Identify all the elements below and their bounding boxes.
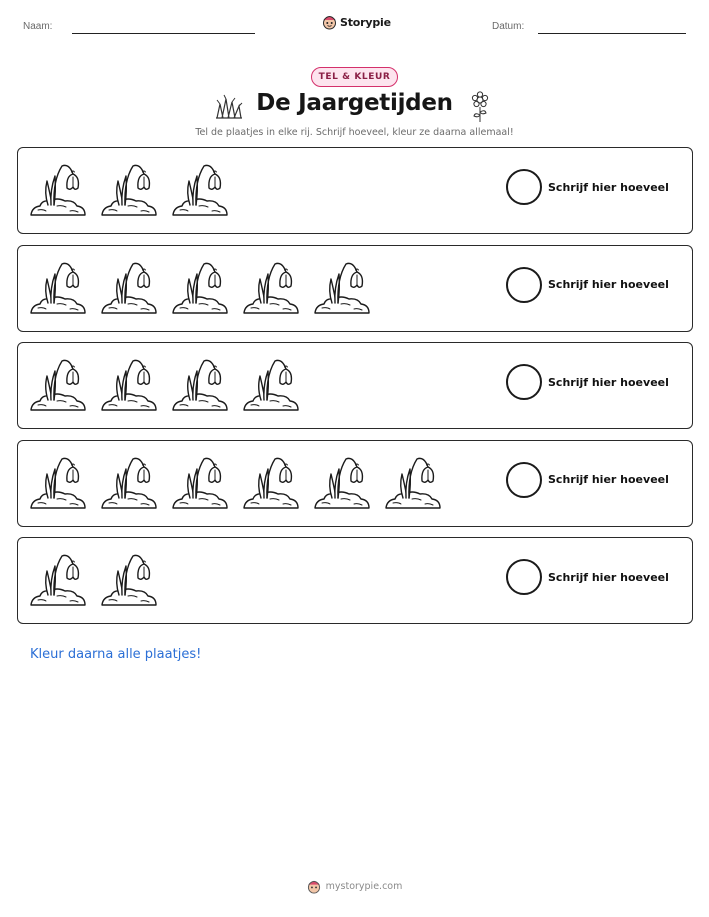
snowdrop-icon[interactable] — [100, 353, 171, 419]
snowdrop-icon[interactable] — [29, 353, 100, 419]
item-group — [29, 548, 171, 614]
counting-row — [17, 537, 693, 624]
answer-area — [506, 559, 669, 595]
counting-rows — [17, 147, 693, 635]
date-label: Datum: — [492, 21, 525, 32]
counting-row — [17, 440, 693, 527]
instructions: Tel de plaatjes in elke rij. Schrijf hoeveel, kleur ze daarna allemaal! — [195, 127, 514, 138]
date-line[interactable] — [538, 33, 686, 34]
snowdrop-icon[interactable] — [100, 256, 171, 322]
snowdrop-icon[interactable] — [100, 548, 171, 614]
item-group — [29, 256, 384, 322]
answer-circle[interactable] — [506, 559, 542, 595]
coloring-note: Kleur daarna alle plaatjes! — [30, 647, 202, 662]
snowdrop-icon[interactable] — [242, 256, 313, 322]
page-title: De Jaargetijden — [256, 90, 453, 116]
snowdrop-icon[interactable] — [171, 353, 242, 419]
storypie-mascot-icon — [322, 14, 337, 30]
answer-label: Schrijf hier hoeveel — [548, 570, 669, 584]
snowdrop-icon[interactable] — [29, 256, 100, 322]
snowdrop-icon[interactable] — [171, 451, 242, 517]
snowdrop-icon[interactable] — [313, 256, 384, 322]
snowdrop-icon[interactable] — [29, 548, 100, 614]
footer-site: mystorypie.com — [325, 881, 403, 892]
snowdrop-icon[interactable] — [313, 451, 384, 517]
name-line[interactable] — [72, 33, 255, 34]
snowdrop-icon[interactable] — [100, 451, 171, 517]
answer-label: Schrijf hier hoeveel — [548, 278, 669, 291]
snowdrop-icon[interactable] — [171, 158, 242, 224]
answer-circle[interactable] — [506, 364, 542, 400]
answer-label: Schrijf hier hoeveel — [548, 375, 669, 389]
answer-area — [506, 169, 669, 205]
counting-row — [17, 342, 693, 429]
snowdrop-icon[interactable] — [29, 451, 100, 517]
answer-area — [506, 462, 669, 498]
name-label: Naam: — [23, 21, 53, 32]
worksheet-header — [0, 0, 709, 48]
answer-area — [506, 267, 669, 303]
flower-icon — [470, 91, 490, 123]
snowdrop-icon[interactable] — [242, 353, 313, 419]
answer-area — [506, 364, 669, 400]
brand-name: Storypie — [340, 15, 391, 29]
item-group — [29, 158, 242, 224]
page-footer — [0, 879, 709, 894]
answer-label: Schrijf hier hoeveel — [548, 473, 669, 486]
item-group — [29, 353, 313, 419]
answer-circle[interactable] — [506, 169, 542, 205]
title-row — [0, 89, 709, 125]
brand-logo — [322, 14, 391, 30]
answer-circle[interactable] — [506, 267, 542, 303]
storypie-mascot-icon — [307, 879, 321, 894]
snowdrop-icon[interactable] — [29, 158, 100, 224]
counting-row — [17, 245, 693, 332]
snowdrop-icon[interactable] — [100, 158, 171, 224]
snowdrop-icon[interactable] — [171, 256, 242, 322]
activity-badge: TEL & KLEUR — [311, 67, 398, 87]
snowdrop-icon[interactable] — [384, 451, 455, 517]
snowdrop-icon[interactable] — [242, 451, 313, 517]
answer-label: Schrijf hier hoeveel — [548, 180, 669, 194]
item-group — [29, 451, 455, 517]
counting-row — [17, 147, 693, 234]
answer-circle[interactable] — [506, 462, 542, 498]
